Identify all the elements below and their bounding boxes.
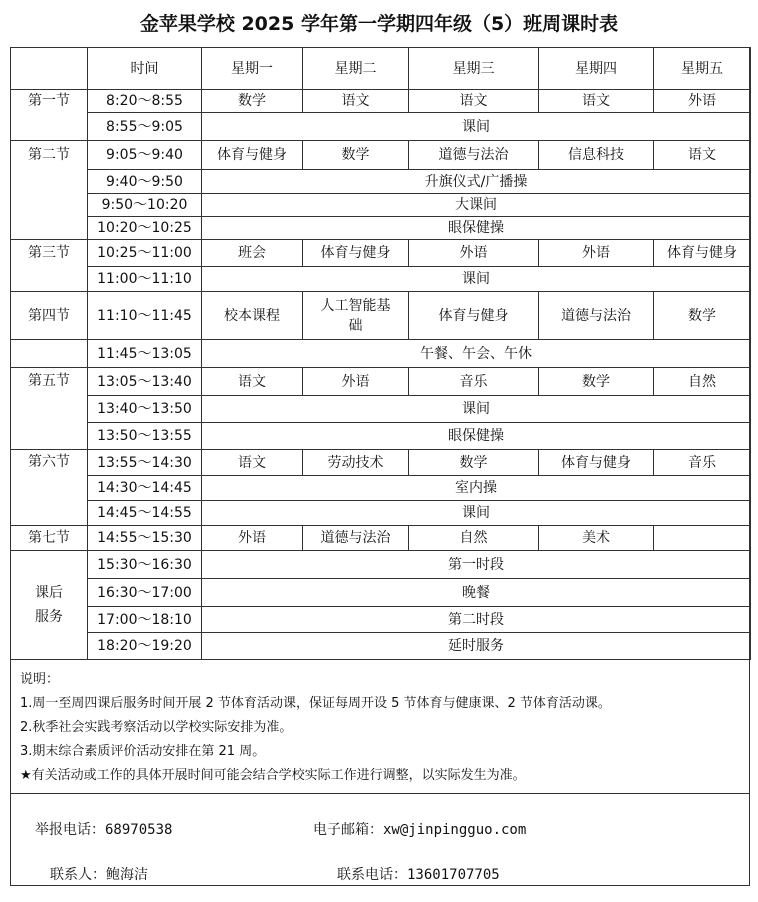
note-item: 3.期末综合素质评价活动安排在第 21 周。 [20, 744, 266, 759]
class-cell: 道德与法治 [409, 141, 539, 170]
class-cell: 音乐 [409, 368, 539, 396]
class-cell: 外语 [654, 90, 751, 113]
time-cell: 11:45～13:05 [88, 340, 202, 368]
period-label: 第七节 [11, 526, 88, 551]
contact-phone-label: 联系电话： [337, 867, 407, 883]
activity-cell: 眼保健操 [202, 217, 751, 240]
period-label: 第四节 [11, 292, 88, 340]
class-cell: 语文 [539, 90, 654, 113]
page-title: 金苹果学校 2025 学年第一学期四年级（5）班周课时表 [139, 13, 619, 35]
contact-phone-value: 13601707705 [407, 867, 500, 883]
class-cell: 音乐 [654, 450, 751, 476]
time-cell: 9:50～10:20 [88, 194, 202, 217]
table-row [11, 292, 751, 340]
class-cell: 语文 [409, 90, 539, 113]
activity-cell: 课间 [202, 267, 751, 292]
notes-section [20, 668, 745, 788]
email-value: xw@jinpingguo.com [383, 822, 527, 838]
time-cell: 8:55～9:05 [88, 113, 202, 141]
class-cell: 自然 [409, 526, 539, 551]
table-row [11, 423, 751, 450]
activity-cell: 课间 [202, 501, 751, 526]
time-cell: 10:25～11:00 [88, 240, 202, 267]
header-row [11, 48, 751, 90]
email [313, 821, 526, 839]
time-cell: 13:40～13:50 [88, 396, 202, 423]
class-cell: 数学 [303, 141, 409, 170]
header-cell: 星期三 [409, 48, 539, 90]
header-cell: 星期二 [303, 48, 409, 90]
class-cell: 美术 [539, 526, 654, 551]
contact-person [50, 866, 148, 884]
activity-cell: 午餐、午会、午休 [202, 340, 751, 368]
class-cell [654, 526, 751, 551]
table-row [11, 90, 751, 113]
time-cell: 18:20～19:20 [88, 633, 202, 660]
table-row [11, 217, 751, 240]
class-cell: 语文 [202, 368, 303, 396]
time-cell: 8:20～8:55 [88, 90, 202, 113]
table-row [11, 240, 751, 267]
table-row [11, 551, 751, 579]
class-cell: 校本课程 [202, 292, 303, 340]
time-cell: 14:55～15:30 [88, 526, 202, 551]
class-cell: 人工智能基础 [303, 292, 409, 340]
table-row [11, 476, 751, 501]
activity-cell: 第二时段 [202, 607, 751, 633]
table-row [11, 501, 751, 526]
time-cell: 13:05～13:40 [88, 368, 202, 396]
class-cell: 道德与法治 [303, 526, 409, 551]
activity-cell: 晚餐 [202, 579, 751, 607]
divider [10, 793, 750, 794]
header-cell: 星期四 [539, 48, 654, 90]
time-cell: 10:20～10:25 [88, 217, 202, 240]
time-cell: 9:05～9:40 [88, 141, 202, 170]
table-row [11, 141, 751, 170]
activity-cell: 升旗仪式/广播操 [202, 170, 751, 194]
contact-phone [337, 866, 500, 884]
activity-cell: 课间 [202, 396, 751, 423]
note-item: 2.秋季社会实践考察活动以学校实际安排为准。 [20, 720, 293, 735]
period-label: 第一节 [11, 90, 88, 141]
report-phone-label: 举报电话： [35, 822, 105, 838]
table-row [11, 633, 751, 660]
class-cell: 体育与健身 [202, 141, 303, 170]
class-cell: 信息科技 [539, 141, 654, 170]
table-row [11, 194, 751, 217]
header-cell [11, 48, 88, 90]
class-cell: 劳动技术 [303, 450, 409, 476]
time-cell: 14:30～14:45 [88, 476, 202, 501]
time-cell: 15:30～16:30 [88, 551, 202, 579]
class-cell: 自然 [654, 368, 751, 396]
contact-person-label: 联系人： [50, 867, 106, 883]
table-row [11, 396, 751, 423]
after-school-label: 课后服务 [11, 551, 88, 660]
table-row [11, 607, 751, 633]
activity-cell: 课间 [202, 113, 751, 141]
time-cell: 9:40～9:50 [88, 170, 202, 194]
class-cell: 体育与健身 [539, 450, 654, 476]
table-row [11, 113, 751, 141]
time-cell: 13:50～13:55 [88, 423, 202, 450]
activity-cell: 大课间 [202, 194, 751, 217]
header-cell: 时间 [88, 48, 202, 90]
class-cell: 语文 [654, 141, 751, 170]
class-cell: 班会 [202, 240, 303, 267]
activity-cell: 第一时段 [202, 551, 751, 579]
email-label: 电子邮箱： [313, 822, 383, 838]
table-row [11, 170, 751, 194]
activity-cell: 室内操 [202, 476, 751, 501]
notes-heading: 说明： [20, 672, 60, 687]
time-cell: 11:10～11:45 [88, 292, 202, 340]
period-label [11, 340, 88, 368]
table-row [11, 267, 751, 292]
time-cell: 13:55～14:30 [88, 450, 202, 476]
class-cell: 数学 [654, 292, 751, 340]
class-cell: 体育与健身 [303, 240, 409, 267]
table-row [11, 368, 751, 396]
class-cell: 外语 [202, 526, 303, 551]
time-cell: 11:00～11:10 [88, 267, 202, 292]
period-label: 第三节 [11, 240, 88, 292]
class-cell: 道德与法治 [539, 292, 654, 340]
table-row [11, 340, 751, 368]
class-cell: 数学 [202, 90, 303, 113]
period-label: 第二节 [11, 141, 88, 240]
timetable [10, 47, 751, 660]
contact-person-value: 鲍海洁 [106, 867, 148, 883]
table-row [11, 526, 751, 551]
time-cell: 17:00～18:10 [88, 607, 202, 633]
note-item: 1.周一至周四课后服务时间开展 2 节体育活动课，保证每周开设 5 节体育与健康课、2 节体育活动课。 [20, 696, 611, 711]
class-cell: 外语 [409, 240, 539, 267]
class-cell: 外语 [303, 368, 409, 396]
report-phone-value: 68970538 [105, 822, 173, 838]
class-cell: 体育与健身 [654, 240, 751, 267]
period-label: 第六节 [11, 450, 88, 526]
class-cell: 数学 [409, 450, 539, 476]
table-row [11, 450, 751, 476]
report-phone [35, 821, 172, 839]
note-item: ★有关活动或工作的具体开展时间可能会结合学校实际工作进行调整，以实际发生为准。 [20, 768, 526, 783]
time-cell: 16:30～17:00 [88, 579, 202, 607]
activity-cell: 眼保健操 [202, 423, 751, 450]
time-cell: 14:45～14:55 [88, 501, 202, 526]
class-cell: 外语 [539, 240, 654, 267]
period-label: 第五节 [11, 368, 88, 450]
activity-cell: 延时服务 [202, 633, 751, 660]
class-cell: 体育与健身 [409, 292, 539, 340]
class-cell: 数学 [539, 368, 654, 396]
table-row [11, 579, 751, 607]
header-cell: 星期五 [654, 48, 751, 90]
class-cell: 语文 [202, 450, 303, 476]
class-cell: 语文 [303, 90, 409, 113]
header-cell: 星期一 [202, 48, 303, 90]
